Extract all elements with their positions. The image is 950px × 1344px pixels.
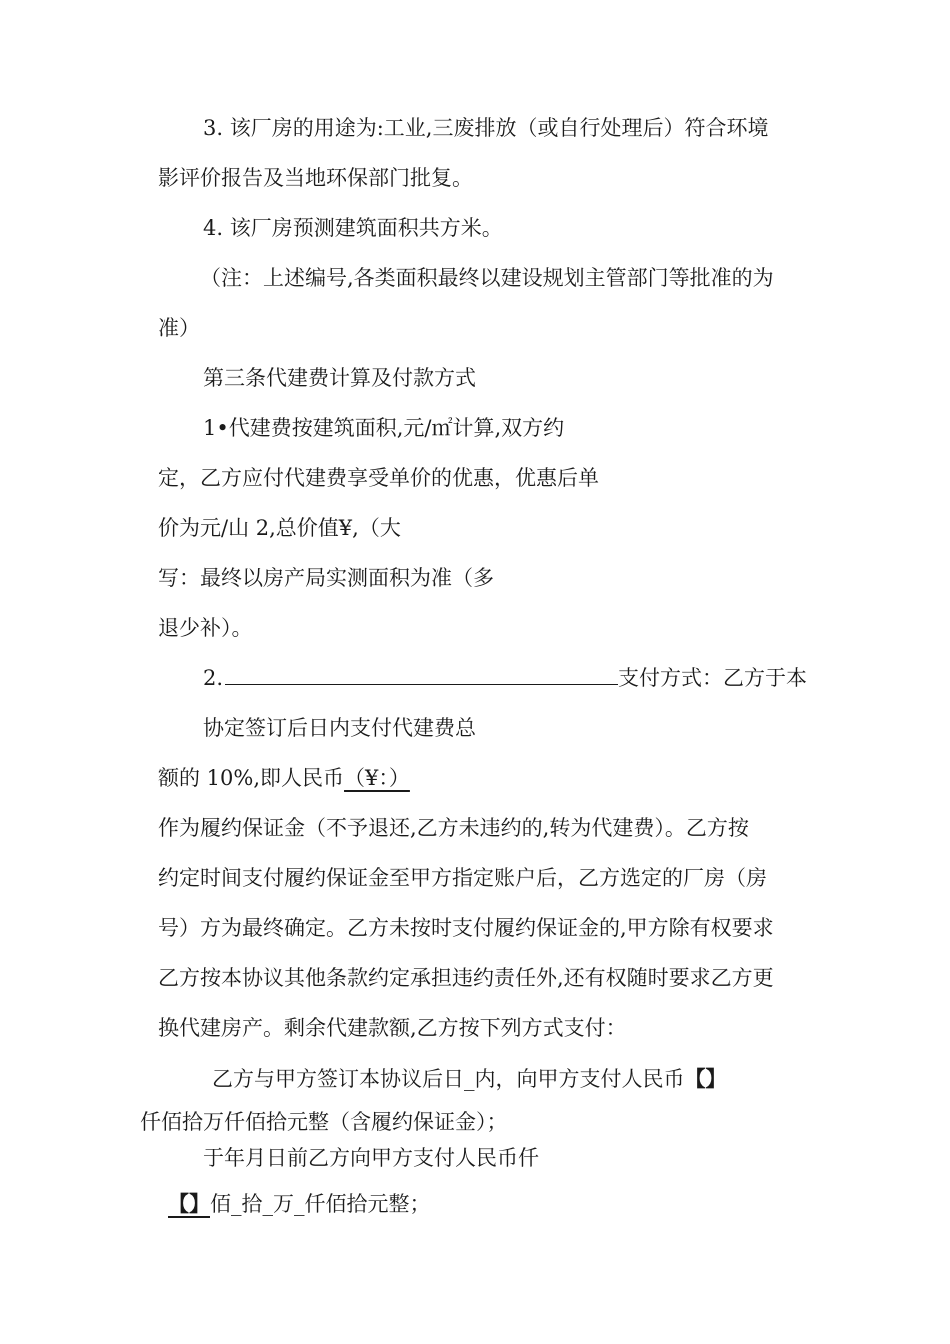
amount-blank: （¥：） xyxy=(344,766,410,790)
paragraph-line: 定，乙方应付代建费享受单价的优惠，优惠后单 xyxy=(158,466,599,490)
amount-bracket: 【】 xyxy=(684,1066,727,1091)
paragraph-line: 影评价报告及当地环保部门批复。 xyxy=(158,166,473,190)
payment-method-text: 支付方式：乙方于本 xyxy=(618,666,808,690)
paragraph-line: 约定时间支付履约保证金至甲方指定账户后，乙方选定的厂房（房 xyxy=(158,866,767,890)
paragraph-line xyxy=(158,768,410,789)
payment-term-text: 乙方与甲方签订本协议后日_内，向甲方支付人民币 xyxy=(212,1067,685,1091)
payment-term-line: 仟佰拾万仟佰拾元整（含履约保证金）； xyxy=(140,1110,508,1134)
note-line: 准） xyxy=(158,316,200,340)
paragraph-line: 价为元/山 2,总价值¥,（大 xyxy=(158,516,401,540)
payment-term-text: 佰_拾_万_仟佰拾元整； xyxy=(210,1192,431,1216)
payment-term-line: 于年月日前乙方向甲方支付人民币仟 xyxy=(203,1146,539,1170)
payment-term-line xyxy=(168,1193,431,1215)
payment-method-line xyxy=(203,668,807,689)
blank-line xyxy=(225,683,618,685)
paragraph-line: 协定签订后日内支付代建费总 xyxy=(203,716,476,740)
paragraph-line: 换代建房产。剩余代建款额,乙方按下列方式支付： xyxy=(158,1016,627,1040)
section-heading: 第三条代建费计算及付款方式 xyxy=(203,366,476,390)
paragraph-line: 3. 该厂房的用途为:工业,三废排放（或自行处理后）符合环境 xyxy=(203,116,769,140)
paragraph-line: 退少补）。 xyxy=(158,616,253,640)
paragraph-line: 1•代建费按建筑面积,元/㎡计算,双方约 xyxy=(203,416,565,440)
paragraph-line: 号）方为最终确定。乙方未按时支付履约保证金的,甲方除有权要求 xyxy=(158,916,774,940)
paragraph-line: 乙方按本协议其他条款约定承担违约责任外,还有权随时要求乙方更 xyxy=(158,966,774,990)
item-number: 2. xyxy=(203,666,224,690)
payment-term-line xyxy=(212,1068,727,1090)
paragraph-line: 4. 该厂房预测建筑面积共方米。 xyxy=(203,216,503,240)
paragraph-line: 作为履约保证金（不予退还,乙方未违约的,转为代建费）。乙方按 xyxy=(158,816,749,840)
note-line: （注：上述编号,各类面积最终以建设规划主管部门等批准的为 xyxy=(200,266,774,290)
amount-label: 额的 10%,即人民币 xyxy=(158,766,345,790)
amount-bracket: 【】 xyxy=(168,1191,210,1216)
paragraph-line: 写：最终以房产局实测面积为准（多 xyxy=(158,566,494,590)
